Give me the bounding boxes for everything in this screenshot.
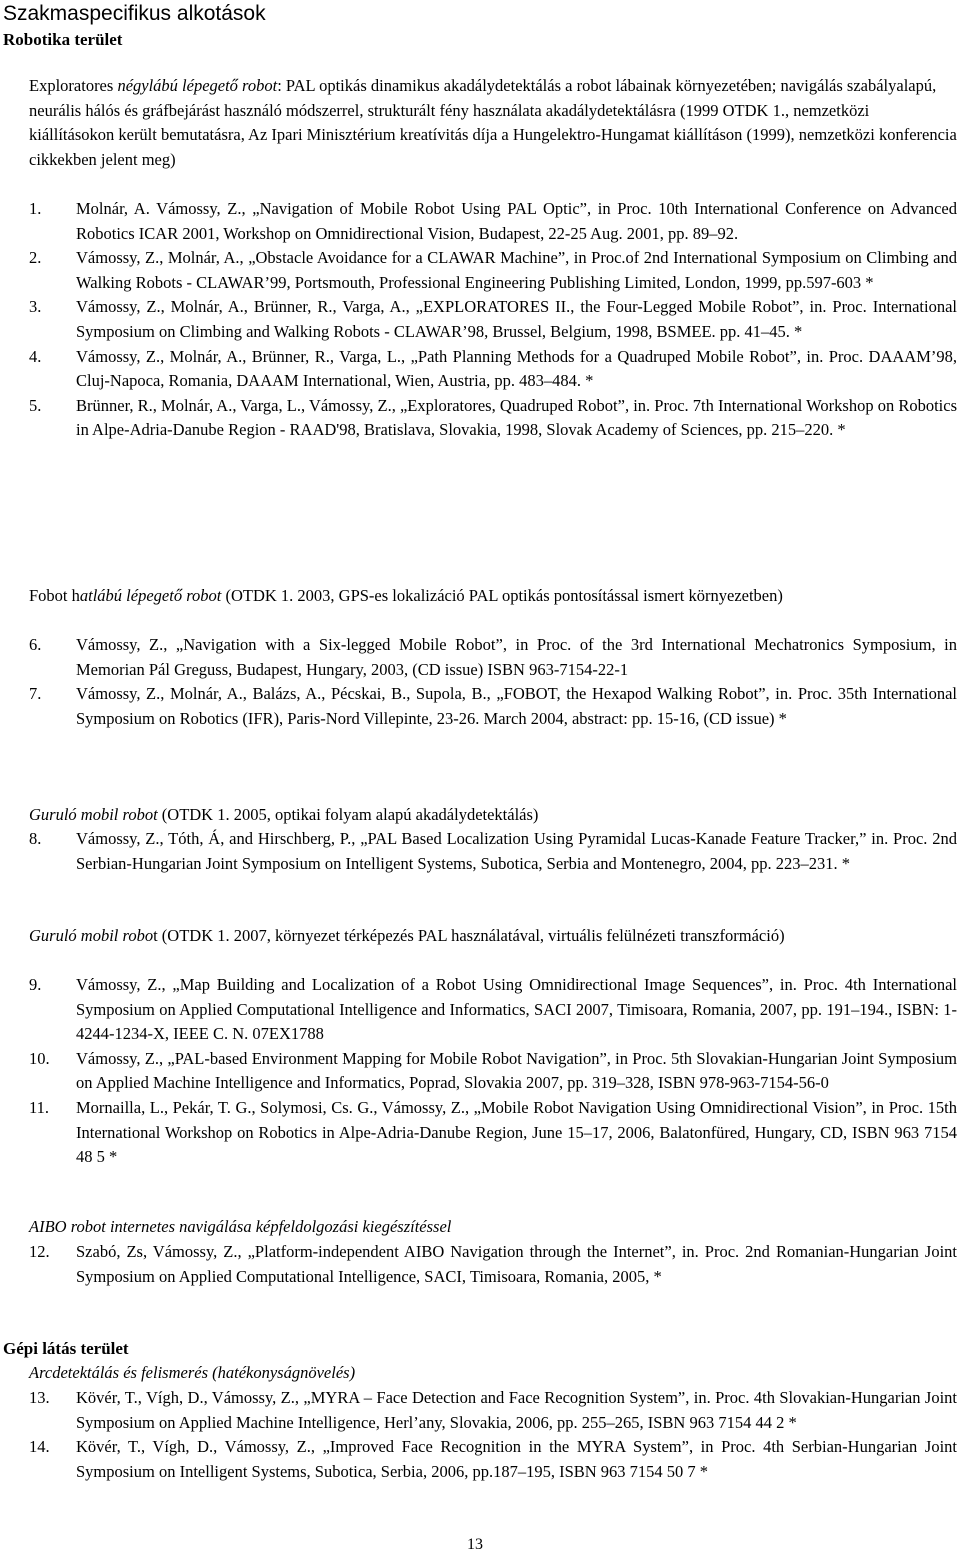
publication-item xyxy=(29,394,957,443)
item-number: 7. xyxy=(29,684,42,704)
block-gurulo-2005-intro xyxy=(29,803,957,828)
intro-italic: AIBO robot internetes navigálása képfeldolgozási kiegészítéssel xyxy=(29,1217,452,1236)
publication-item xyxy=(29,197,957,246)
block-gurulo-2007-intro xyxy=(29,924,957,949)
item-text: Kövér, T., Vígh, D., Vámossy, Z., „MYRA – Face Detection and Face Recognition System”, in. Proc. 4th Slovakian-Hungarian Joint Symposium on Applied Machine Intelligence, Herl’any, Slovakia, 2006, pp. 255–265, ISBN 963 7154 44 2 * xyxy=(76,1388,957,1432)
item-number: 12. xyxy=(29,1242,50,1261)
item-text: Vámossy, Z., Tóth, Á, and Hirschberg, P., „PAL Based Localization Using Pyramidal Lucas-Kanade Feature Tracker,” in. Proc. 2nd Serbian-Hungarian Joint Symposium on Intelligent Systems, Subotica, Serbia and Montenegro, 2004, pp. 223–231. * xyxy=(76,829,957,873)
block-arcdetektalas-intro xyxy=(29,1361,957,1386)
intro-italic: atlábú lépegető robot xyxy=(79,586,222,605)
section-title-robotika: Robotika terület xyxy=(3,30,123,49)
publication-item xyxy=(29,1047,957,1096)
intro-italic: négylábú lépegető robot xyxy=(117,76,278,95)
section-title-gepi-latas: Gépi látás terület xyxy=(3,1339,129,1358)
publication-item xyxy=(29,973,957,1047)
publication-item xyxy=(29,246,957,295)
block-fobot-intro xyxy=(29,584,957,609)
publication-list-6 xyxy=(29,1386,957,1484)
intro-text: : PAL optikás dinamikus akadálydetektálás a robot lábainak környezetében; navigálás szabályalapú, neurális hálós és gráfbejárást használó módszerrel, strukturált fény használata akadálydetektálásra (1999 OTDK 1., nemzetközi kiállításokon került bemutatásra, Az Ipari Minisztérium kreatívitás díja a Hungelektro-Hungamat kiállításon (1999), nemzetközi konferencia cikkekben jelent meg) xyxy=(29,76,957,169)
page-number: 13 xyxy=(467,1536,483,1553)
item-number: 13. xyxy=(29,1388,50,1407)
publication-item xyxy=(29,827,957,876)
block-aibo-intro xyxy=(29,1215,957,1240)
intro-italic: Guruló mobil robo xyxy=(29,926,154,945)
item-text: Mornailla, L., Pekár, T. G., Solymosi, Cs. G., Vámossy, Z., „Mobile Robot Navigation Using Omnidirectional Vision”, in Proc. 15th International Workshop on Robotics in Alpe-Adria-Danube Region, June 15–17, 2006, Balatonfüred, Hungary, CD, ISBN 963 7154 48 5 * xyxy=(76,1097,957,1167)
publication-item xyxy=(29,633,957,682)
item-number: 4. xyxy=(29,346,42,366)
item-number: 1. xyxy=(29,199,42,218)
publication-item xyxy=(29,295,957,344)
item-number: 10. xyxy=(29,1048,50,1068)
publication-item xyxy=(29,1386,957,1435)
block-exploratores-intro xyxy=(29,74,957,172)
item-text: Molnár, A. Vámossy, Z., „Navigation of Mobile Robot Using PAL Optic”, in Proc. 10th International Conference on Advanced Robotics ICAR 2001, Workshop on Omnidirectional Vision, Budapest, 22-25 Aug. 2001, pp. 89–92. xyxy=(76,199,957,243)
item-text: Kövér, T., Vígh, D., Vámossy, Z., „Improved Face Recognition in the MYRA System”, in Proc. 4th Serbian-Hungarian Joint Symposium on Intelligent Systems, Subotica, Serbia, 2006, pp.187–195, ISBN 963 7154 50 7 * xyxy=(76,1437,957,1481)
item-number: 2. xyxy=(29,248,42,268)
intro-prefix: Exploratores xyxy=(29,76,118,95)
item-text: Szabó, Zs, Vámossy, Z., „Platform-independent AIBO Navigation through the Internet”, in. Proc. 2nd Romanian-Hungarian Joint Symposium on Applied Computational Intelligence, SACI, Timisoara, Romania, 2005, * xyxy=(76,1242,957,1286)
item-text: Vámossy, Z., Molnár, A., Balázs, A., Pécskai, B., Supola, B., „FOBOT, the Hexapod Walking Robot”, in. Proc. 35th International Symposium on Robotics (IFR), Paris-Nord Villepinte, 23-26. March 2004, abstract: pp. 15-16, (CD issue) * xyxy=(76,684,957,728)
item-number: 11. xyxy=(29,1097,50,1117)
intro-text: (OTDK 1. 2003, GPS-es lokalizáció PAL optikás pontosítással ismert környezetben) xyxy=(221,586,783,605)
intro-italic: Arcdetektálás és felismerés (hatékonyságnövelés) xyxy=(29,1363,356,1382)
item-text: Vámossy, Z., „Map Building and Localization of a Robot Using Omnidirectional Image Sequences”, in. Proc. 4th International Symposium on Applied Computational Intelligence and Informatics, SACI 2007, Timisoara, Romania, 2007, pp. 191–194., ISBN: 1-4244-1234-X, IEEE C. N. 07EX1788 xyxy=(76,975,957,1044)
item-number: 8. xyxy=(29,829,42,848)
publication-item xyxy=(29,1240,957,1289)
intro-text: (OTDK 1. 2005, optikai folyam alapú akadálydetektálás) xyxy=(157,805,539,824)
publication-list-3 xyxy=(29,827,957,876)
publication-list-5 xyxy=(29,1240,957,1289)
publication-item xyxy=(29,682,957,731)
item-text: Vámossy, Z., „Navigation with a Six-legged Mobile Robot”, in Proc. of the 3rd International Mechatronics Symposium, in Memorian Pál Greguss, Budapest, Hungary, 2003, (CD issue) ISBN 963-7154-22-1 xyxy=(76,635,957,679)
intro-italic: Guruló mobil robot xyxy=(29,805,158,824)
intro-text: t (OTDK 1. 2007, környezet térképezés PAL használatával, virtuális felülnézeti transzformáció) xyxy=(153,926,785,945)
publication-list-2 xyxy=(29,633,957,731)
item-number: 6. xyxy=(29,635,42,654)
page-heading: Szakmaspecifikus alkotások xyxy=(3,2,266,25)
item-text: Brünner, R., Molnár, A., Varga, L., Vámossy, Z., „Exploratores, Quadruped Robot”, in. Proc. 7th International Workshop on Robotics in Alpe-Adria-Danube Region - RAAD'98, Bratislava, Slovakia, 1998, Slovak Academy of Sciences, pp. 215–220. * xyxy=(76,395,957,440)
intro-prefix: Fobot h xyxy=(29,586,80,605)
item-text: Vámossy, Z., „PAL-based Environment Mapping for Mobile Robot Navigation”, in Proc. 5th Slovakian-Hungarian Joint Symposium on Applied Machine Intelligence and Informatics, Poprad, Slovakia 2007, pp. 319–328, ISBN 978-963-7154-56-0 xyxy=(76,1048,957,1093)
item-number: 9. xyxy=(29,975,42,994)
item-number: 5. xyxy=(29,395,42,415)
item-number: 3. xyxy=(29,297,42,317)
item-text: Vámossy, Z., Molnár, A., Brünner, R., Varga, L., „Path Planning Methods for a Quadruped Mobile Robot”, in. Proc. DAAAM’98, Cluj-Napoca, Romania, DAAAM International, Wien, Austria, pp. 483–484. * xyxy=(76,346,957,391)
publication-list-1 xyxy=(29,197,957,443)
publication-item xyxy=(29,1096,957,1170)
item-text: Vámossy, Z., Molnár, A., Brünner, R., Varga, A., „EXPLORATORES II., the Four-Legged Mobile Robot”, in. Proc. International Symposium on Climbing and Walking Robots - CLAWAR’98, Brussel, Belgium, 1998, BSMEE. pp. 41–45. * xyxy=(76,297,957,341)
publication-list-4 xyxy=(29,973,957,1170)
publication-item xyxy=(29,1435,957,1484)
item-number: 14. xyxy=(29,1437,50,1457)
publication-item xyxy=(29,345,957,394)
item-text: Vámossy, Z., Molnár, A., „Obstacle Avoidance for a CLAWAR Machine”, in Proc.of 2nd International Symposium on Climbing and Walking Robots - CLAWAR’99, Portsmouth, Professional Engineering Publishing Limited, London, 1999, pp.597-603 * xyxy=(76,248,957,292)
